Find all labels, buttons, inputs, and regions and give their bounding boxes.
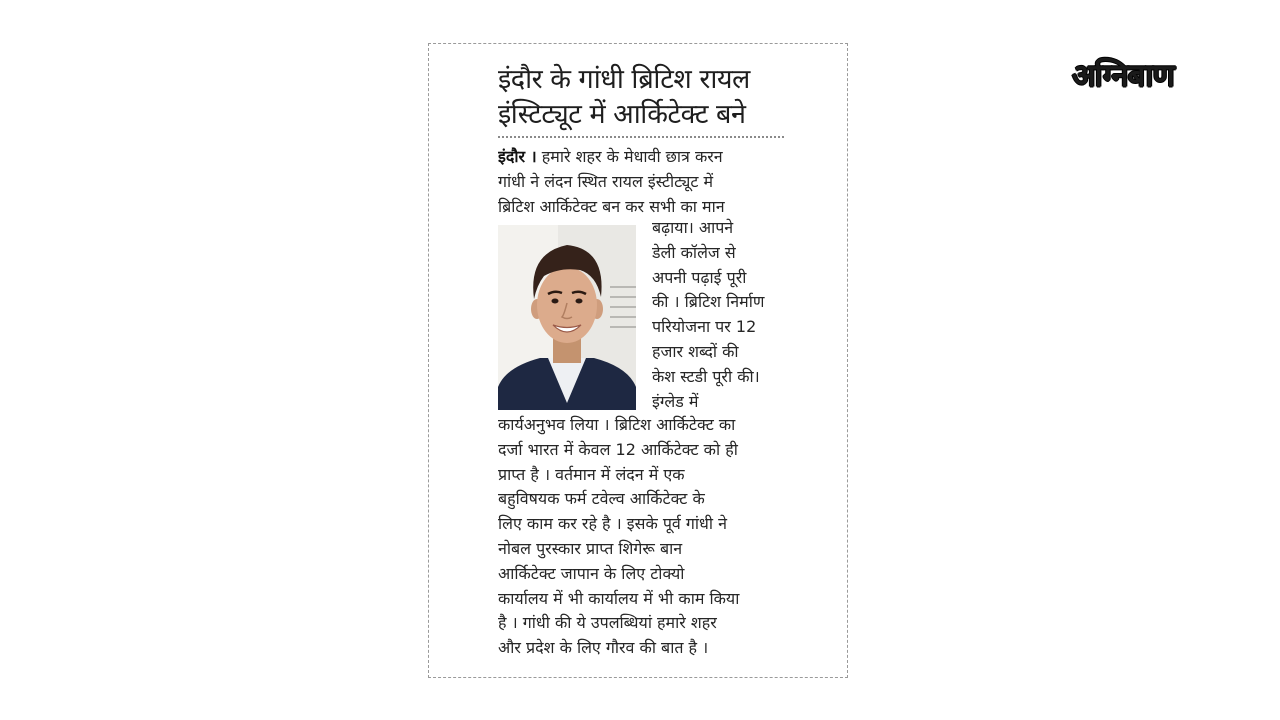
body-line: प्राप्त है । वर्तमान में लंदन में एक — [498, 464, 685, 484]
body-line: है । गांधी की ये उपलब्धियां हमारे शहर — [498, 613, 717, 633]
body-line — [498, 145, 786, 170]
article-body-side — [652, 216, 786, 414]
body-line: केश स्टडी पूरी की। — [652, 366, 760, 386]
headline — [498, 62, 784, 138]
body-line: इंग्लेड में — [652, 391, 699, 411]
article-body-bottom — [498, 413, 786, 661]
body-line: अपनी पढ़ाई पूरी — [652, 267, 747, 287]
body-line: परियोजना पर 12 — [652, 317, 757, 337]
article-body-top — [498, 145, 786, 219]
body-line: ब्रिटिश आर्किटेक्ट बन कर सभी का मान — [498, 196, 725, 216]
body-line: कार्यअनुभव लिया । ब्रिटिश आर्किटेक्ट का — [498, 415, 736, 434]
headline-line: इंदौर के गांधी ब्रिटिश रायल — [498, 64, 750, 95]
body-line-text: हमारे शहर के मेधावी छात्र करन — [541, 147, 723, 166]
body-line: दर्जा भारत में केवल 12 आर्किटेक्ट को ही — [498, 439, 738, 459]
portrait-photo — [498, 225, 636, 410]
body-line: और प्रदेश के लिए गौरव की बात है । — [498, 638, 709, 658]
headline-line: इंस्टिट्यूट में आर्किटेक्ट बने — [498, 99, 746, 130]
body-line: हजार शब्दों की — [652, 341, 739, 361]
body-line: डेली कॉलेज से — [652, 242, 736, 262]
dateline: इंदौर । — [498, 147, 537, 166]
body-line: बढ़ाया। आपने — [652, 218, 734, 237]
body-line: आर्किटेक्ट जापान के लिए टोक्यो — [498, 563, 685, 583]
body-line: नोबल पुरस्कार प्राप्त शिगेरू बान — [498, 538, 683, 558]
body-line: गांधी ने लंदन स्थित रायल इंस्टीट्यूट में — [498, 171, 714, 191]
body-line: लिए काम कर रहे है । इसके पूर्व गांधी ने — [498, 514, 728, 534]
body-line: बहुविषयक फर्म टवेल्व आर्किटेक्ट के — [498, 489, 705, 509]
newspaper-logo: अग्निबाण — [1072, 58, 1174, 94]
body-line: की । ब्रिटिश निर्माण — [652, 292, 765, 312]
body-line: कार्यालय में भी कार्यालय में भी काम किया — [498, 588, 740, 608]
